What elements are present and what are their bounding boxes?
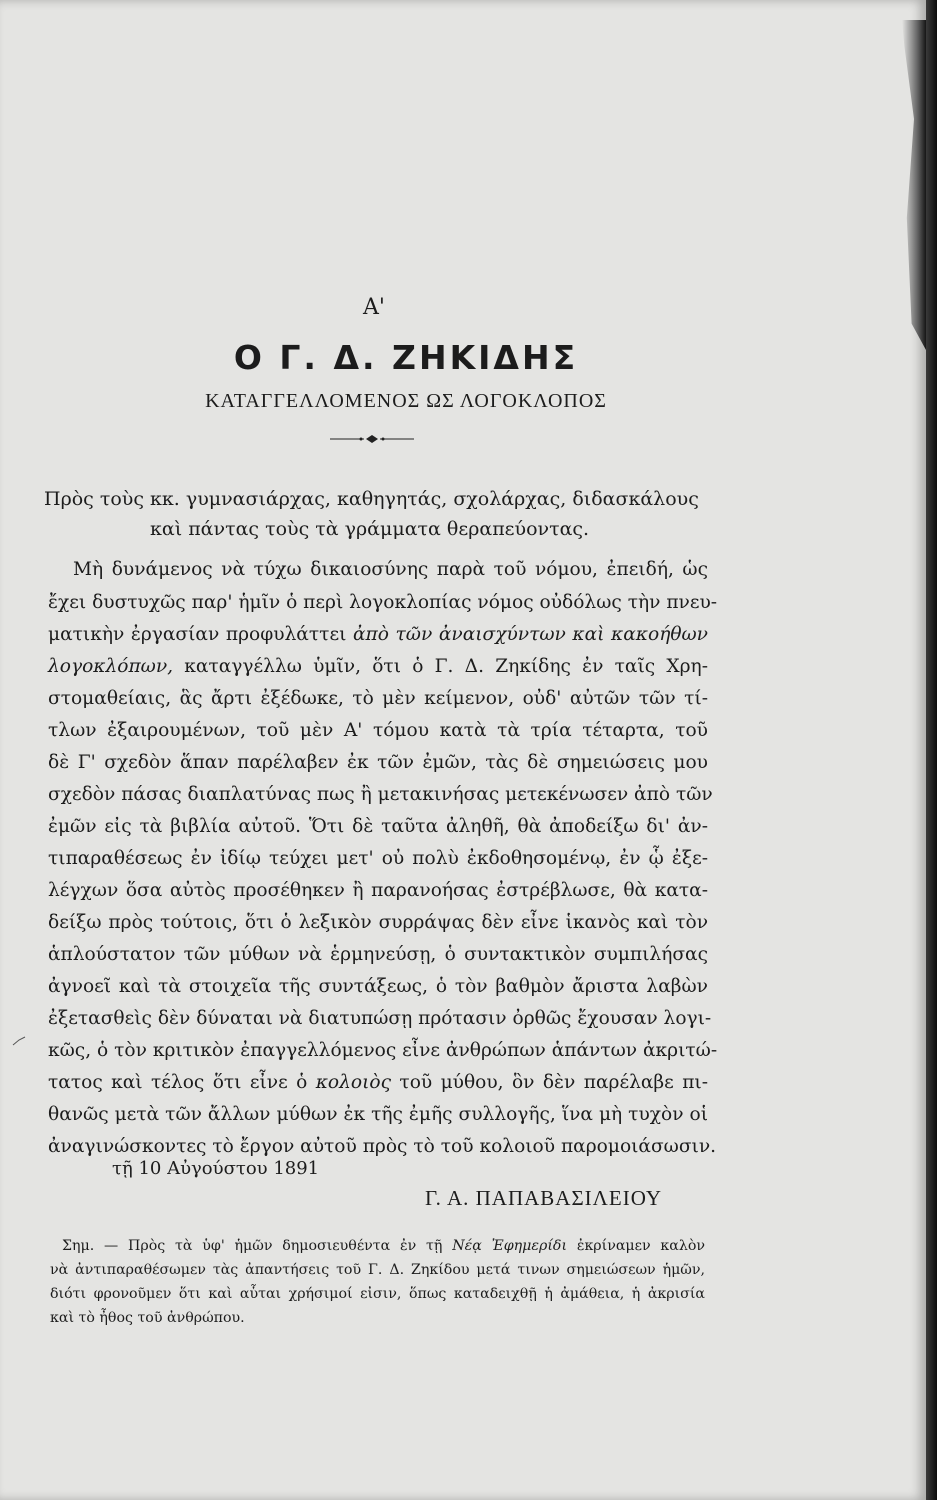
note-line bbox=[62, 1238, 705, 1254]
note-italic-text: Νέᾳ Ἐφημερίδι bbox=[452, 1238, 568, 1254]
section-number: Α' bbox=[363, 295, 385, 320]
body-line: δὲ Γ' σχεδὸν ἅπαν παρέλαβεν ἐκ τῶν ἐμῶν, τὰς δὲ σημειώσεις μου bbox=[48, 752, 708, 773]
body-line: ἀναγινώσκοντες τὸ ἔργον αὐτοῦ πρὸς τὸ τοῦ κολοιοῦ παρομοιάσωσιν. bbox=[48, 1136, 717, 1157]
address-line: καὶ πάντας τοὺς τὰ γράμματα θεραπεύοντας. bbox=[150, 518, 590, 540]
ornament-divider-icon bbox=[330, 432, 414, 446]
body-line: ἀγνοεῖ καὶ τὰ στοιχεῖα τῆς συντάξεως, ὁ τὸν βαθμὸν ἄριστα λαβὼν bbox=[48, 976, 708, 997]
body-line: ἐμῶν εἰς τὰ βιβλία αὐτοῦ. Ὅτι δὲ ταῦτα ἀληθῆ, θὰ ἀποδείξω δι' ἀν- bbox=[48, 816, 708, 837]
body-line: θανῶς μετὰ τῶν ἄλλων μύθων ἐκ τῆς ἐμῆς συλλογῆς, ἵνα μὴ τυχὸν οἱ bbox=[48, 1104, 708, 1125]
address-line: Πρὸς τοὺς κκ. γυμνασιάρχας, καθηγητάς, σχολάρχας, διδασκάλους bbox=[44, 488, 699, 510]
body-line bbox=[48, 624, 708, 645]
note-line: διότι φρονοῦμεν ὅτι καὶ αὗται χρήσιμοί εἰσιν, ὅπως καταδειχθῇ ἡ ἀμάθεια, ἡ ἀκρισία bbox=[50, 1286, 705, 1302]
body-line: στομαθείαις, ἃς ἄρτι ἐξέδωκε, τὸ μὲν κείμενον, οὐδ' αὐτῶν τῶν τί- bbox=[48, 688, 708, 709]
body-line: δείξω πρὸς τούτοις, ὅτι ὁ λεξικὸν συρράψας δὲν εἶνε ἱκανὸς καὶ τὸν bbox=[48, 912, 708, 933]
margin-pencil-mark-icon bbox=[12, 1036, 26, 1046]
body-line: τλων ἐξαιρουμένων, τοῦ μὲν Α' τόμου κατὰ τὰ τρία τέταρτα, τοῦ bbox=[48, 720, 708, 741]
body-italic-text: λογοκλόπων, bbox=[48, 656, 174, 677]
body-line: ἁπλούστατον τῶν μύθων νὰ ἑρμηνεύσῃ, ὁ συντακτικὸν συμπιλήσας bbox=[48, 944, 708, 965]
body-text: τατος καὶ τέλος ὅτι εἶνε ὁ bbox=[48, 1072, 308, 1093]
signature: Γ. Α. ΠΑΠΑΒΑΣΙΛΕΙΟΥ bbox=[425, 1186, 663, 1210]
note-text: ἐκρίναμεν καλὸν bbox=[576, 1238, 706, 1254]
body-text: τοῦ μύθου, ὃν δὲν παρέλαβε πι- bbox=[399, 1072, 708, 1093]
body-line: ἐξετασθεὶς δὲν δύναται νὰ διατυπώσῃ πρότασιν ὀρθῶς ἔχουσαν λογι- bbox=[48, 1008, 712, 1029]
note-line: νὰ ἀντιπαραθέσωμεν τὰς ἀπαντήσεις τοῦ Γ. Δ. Ζηκίδου μετά τινων σημειώσεων ἡμῶν, bbox=[50, 1262, 705, 1278]
note-text: Σημ. — Πρὸς τὰ ὑφ' ἡμῶν δημοσιευθέντα ἐν τῇ bbox=[62, 1238, 443, 1254]
body-line: κῶς, ὁ τὸν κριτικὸν ἐπαγγελλόμενος εἶνε ἀνθρώπων ἁπάντων ἀκριτώ- bbox=[48, 1040, 718, 1061]
note-line: καὶ τὸ ἦθος τοῦ ἀνθρώπου. bbox=[50, 1310, 245, 1326]
body-line: τιπαραθέσεως ἐν ἰδίῳ τεύχει μετ' οὐ πολὺ ἐκδοθησομένῳ, ἐν ᾧ ἐξε- bbox=[48, 848, 708, 869]
body-line bbox=[48, 656, 708, 677]
body-line: λέγχων ὅσα αὐτὸς προσέθηκεν ἢ παρανοήσας ἐστρέβλωσε, θὰ κατα- bbox=[48, 880, 708, 901]
page-title: Ο Γ. Δ. ΖΗΚΙΔΗΣ bbox=[233, 338, 579, 377]
page-edge-shadow bbox=[926, 0, 937, 1500]
body-text: καταγγέλλω ὑμῖν, ὅτι ὁ Γ. Δ. Ζηκίδης ἐν ταῖς Χρη- bbox=[184, 656, 708, 677]
body-line: σχεδὸν πάσας διαπλατύνας πως ἢ μετακινήσας μετεκένωσεν ἀπὸ τῶν bbox=[48, 784, 713, 805]
body-line: ἔχει δυστυχῶς παρ' ἡμῖν ὁ περὶ λογοκλοπίας νόμος οὐδόλως τὴν πνευ- bbox=[48, 592, 718, 613]
date-line: τῇ 10 Αὐγούστου 1891 bbox=[112, 1158, 320, 1179]
body-line: Μὴ δυνάμενος νὰ τύχω δικαιοσύνης παρὰ τοῦ νόμου, ἐπειδή, ὡς bbox=[73, 559, 708, 580]
body-line bbox=[48, 1072, 708, 1093]
page-subtitle: ΚΑΤΑΓΓΕΛΛΟΜΕΝΟΣ ΩΣ ΛΟΓΟΚΛΟΠΟΣ bbox=[205, 390, 607, 412]
body-italic-text: ἀπὸ τῶν ἀναισχύντων καὶ κακοήθων bbox=[352, 624, 708, 645]
body-text: ματικὴν ἐργασίαν προφυλάττει bbox=[48, 624, 347, 645]
body-italic-text: κολοιὸς bbox=[315, 1072, 391, 1093]
